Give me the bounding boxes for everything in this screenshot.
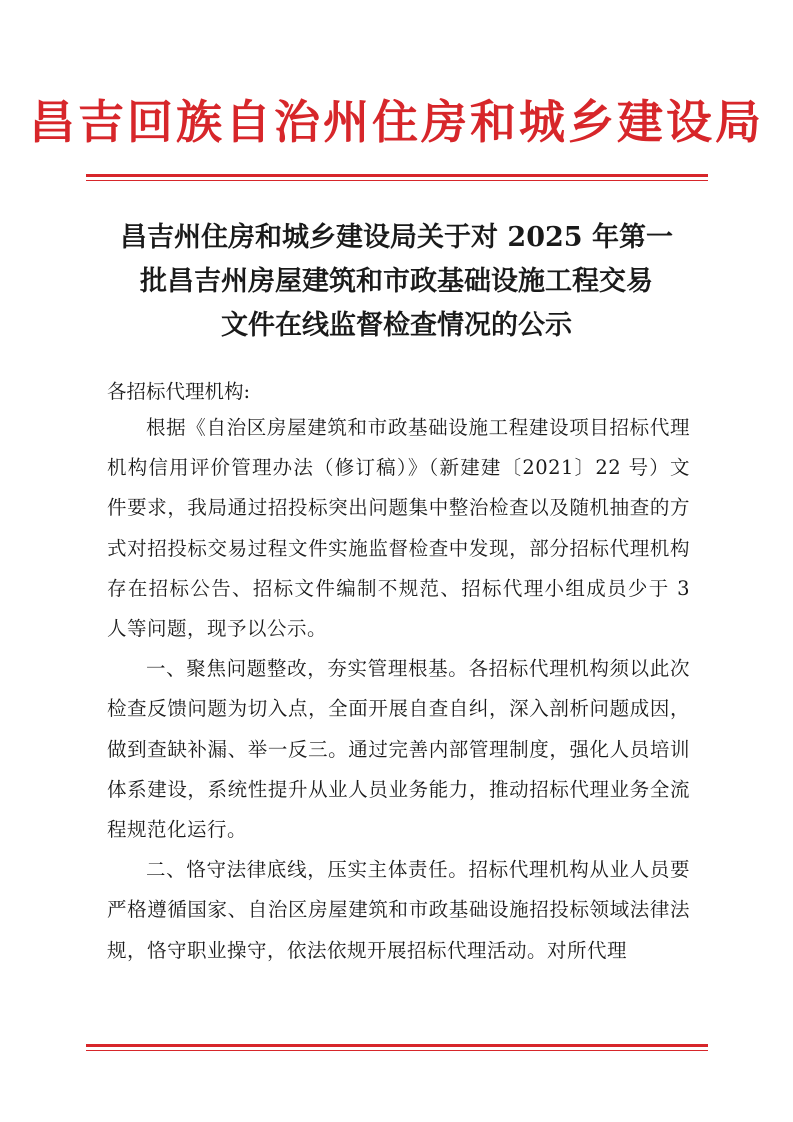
salutation: 各招标代理机构: bbox=[107, 380, 251, 403]
document-title-line-3: 文件在线监督检查情况的公示 bbox=[221, 310, 572, 341]
document-title-line-2: 批昌吉州房屋建筑和市政基础设施工程交易 bbox=[140, 266, 653, 297]
document-title bbox=[96, 216, 697, 348]
header-red-rule bbox=[86, 174, 708, 181]
header-rule-thin bbox=[86, 180, 708, 181]
footer-red-rule bbox=[86, 1044, 708, 1051]
body-paragraph-3: 二、恪守法律底线，压实主体责任。招标代理机构从业人员要严格遵循国家、自治区房屋建筑和市政基础设施招投标领域法律法规，恪守职业操守，依法依规开展招标代理活动。对所代理 bbox=[107, 858, 690, 962]
issuing-authority-title: 昌吉回族自治州住房和城乡建设局 bbox=[29, 95, 764, 149]
body-paragraph-2: 一、聚焦问题整改，夯实管理根基。各招标代理机构须以此次检查反馈问题为切入点，全面开展自查自纠，深入剖析问题成因，做到查缺补漏、举一反三。通过完善内部管理制度，强化人员培训体系建设，系统性提升从业人员业务能力，推动招标代理业务全流程规范化运行。 bbox=[107, 657, 690, 842]
footer-rule-thick bbox=[86, 1044, 708, 1047]
document-title-line-1: 昌吉州住房和城乡建设局关于对 2025 年第一 bbox=[120, 222, 673, 253]
document-body bbox=[107, 408, 690, 971]
body-paragraph-1: 根据《自治区房屋建筑和市政基础设施工程建设项目招标代理机构信用评价管理办法（修订稿）》（新建建〔2021〕22 号）文件要求，我局通过招投标突出问题集中整治检查以及随机抽查的方式对招投标交易过程文件实施监督检查中发现，部分招标代理机构存在招标公告、招标文件编制不规范、招标代理小组成员少于 3 人等问题，现予以公示。 bbox=[107, 416, 690, 641]
footer-rule-thin bbox=[86, 1050, 708, 1051]
header-rule-thick bbox=[86, 174, 708, 177]
